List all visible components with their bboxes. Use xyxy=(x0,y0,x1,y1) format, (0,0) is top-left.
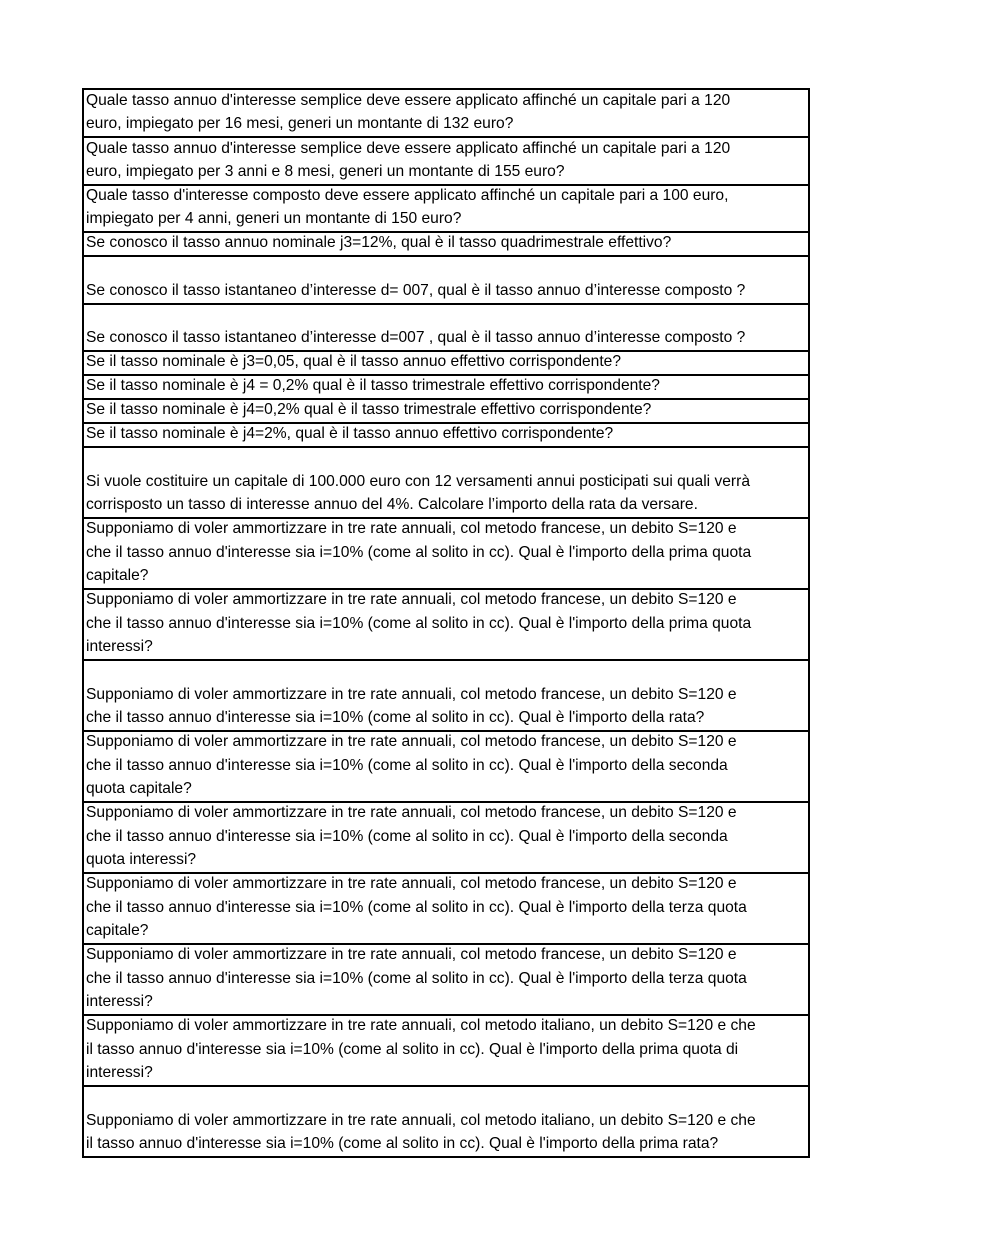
question-cell: Quale tasso annuo d'interesse semplice deve essere applicato affinché un capitale pari a 120 euro, impiegato per 3 anni e 8 mesi, generi un montante di 155 euro? xyxy=(86,139,731,181)
question-cell: Supponiamo di voler ammortizzare in tre rate annuali, col metodo francese, un debito S=120 e che il tasso annuo d'interesse sia i=10% (come al solito in cc). Qual è l'importo della seconda quota interessi? xyxy=(86,804,737,869)
table-row xyxy=(84,519,808,590)
question-cell: Supponiamo di voler ammortizzare in tre rate annuali, col metodo francese, un debito S=120 e che il tasso annuo d'interesse sia i=10% (come al solito in cc). Qual è l'importo della rata? xyxy=(86,685,737,727)
question-cell: Se il tasso nominale è j4 = 0,2% qual è il tasso trimestrale effettivo corrispondente? xyxy=(86,377,660,395)
question-cell: Se conosco il tasso annuo nominale j3=12%, qual è il tasso quadrimestrale effettivo? xyxy=(86,234,672,252)
question-cell: Se il tasso nominale è j4=2%, qual è il tasso annuo effettivo corrispondente? xyxy=(86,425,614,443)
table-row xyxy=(84,257,808,305)
table-row xyxy=(84,803,808,874)
table-row xyxy=(84,448,808,519)
table-row xyxy=(84,138,808,186)
question-cell: Supponiamo di voler ammortizzare in tre rate annuali, col metodo francese, un debito S=120 e che il tasso annuo d'interesse sia i=10% (come al solito in cc). Qual è l'importo della terza quota interessi? xyxy=(86,946,747,1011)
question-cell: Si vuole costituire un capitale di 100.000 euro con 12 versamenti annui posticipati sui quali verrà corrisposto un tasso di interesse annuo del 4%. Calcolare l’importo della rata da versare. xyxy=(86,472,750,514)
question-cell: Quale tasso d'interesse composto deve essere applicato affinché un capitale pari a 100 euro, impiegato per 4 anni, generi un montante di 150 euro? xyxy=(86,186,729,228)
question-cell: Se il tasso nominale è j4=0,2% qual è il tasso trimestrale effettivo corrispondente? xyxy=(86,401,652,419)
table-row xyxy=(84,305,808,352)
table-row xyxy=(84,376,808,400)
question-cell: Se conosco il tasso istantaneo d’interesse d= 007, qual è il tasso annuo d’interesse composto ? xyxy=(86,282,746,300)
question-cell: Se conosco il tasso istantaneo d’interesse d=007 , qual è il tasso annuo d’interesse composto ? xyxy=(86,329,746,347)
table-row xyxy=(84,1016,808,1087)
table-row xyxy=(84,352,808,376)
question-cell: Supponiamo di voler ammortizzare in tre rate annuali, col metodo francese, un debito S=120 e che il tasso annuo d'interesse sia i=10% (come al solito in cc). Qual è l'importo della seconda quota capitale? xyxy=(86,733,737,798)
question-cell: Supponiamo di voler ammortizzare in tre rate annuali, col metodo francese, un debito S=120 e che il tasso annuo d'interesse sia i=10% (come al solito in cc). Qual è l'importo della prima quota capitale? xyxy=(86,520,752,585)
question-cell: Supponiamo di voler ammortizzare in tre rate annuali, col metodo francese, un debito S=120 e che il tasso annuo d'interesse sia i=10% (come al solito in cc). Qual è l'importo della terza quota capitale? xyxy=(86,875,747,940)
table-row xyxy=(84,732,808,803)
table-row xyxy=(84,90,808,138)
question-cell: Supponiamo di voler ammortizzare in tre rate annuali, col metodo italiano, un debito S=120 e che il tasso annuo d'interesse sia i=10% (come al solito in cc). Qual è l'importo della prima rata? xyxy=(86,1111,756,1153)
question-cell: Supponiamo di voler ammortizzare in tre rate annuali, col metodo francese, un debito S=120 e che il tasso annuo d'interesse sia i=10% (come al solito in cc). Qual è l'importo della prima quota interessi? xyxy=(86,591,752,656)
table-row xyxy=(84,186,808,233)
question-cell: Se il tasso nominale è j3=0,05, qual è il tasso annuo effettivo corrispondente? xyxy=(86,353,622,371)
table-row xyxy=(84,874,808,945)
table-row xyxy=(84,1087,808,1158)
table-row xyxy=(84,590,808,661)
table-row xyxy=(84,233,808,257)
question-cell: Quale tasso annuo d'interesse semplice deve essere applicato affinché un capitale pari a 120 euro, impiegato per 16 mesi, generi un montante di 132 euro? xyxy=(86,91,731,133)
questions-table xyxy=(82,88,810,1158)
table-row xyxy=(84,945,808,1016)
table-row xyxy=(84,400,808,424)
table-row xyxy=(84,661,808,732)
question-cell: Supponiamo di voler ammortizzare in tre rate annuali, col metodo italiano, un debito S=120 e che il tasso annuo d'interesse sia i=10% (come al solito in cc). Qual è l'importo della prima quota di interessi? xyxy=(86,1017,756,1082)
table-row xyxy=(84,424,808,448)
